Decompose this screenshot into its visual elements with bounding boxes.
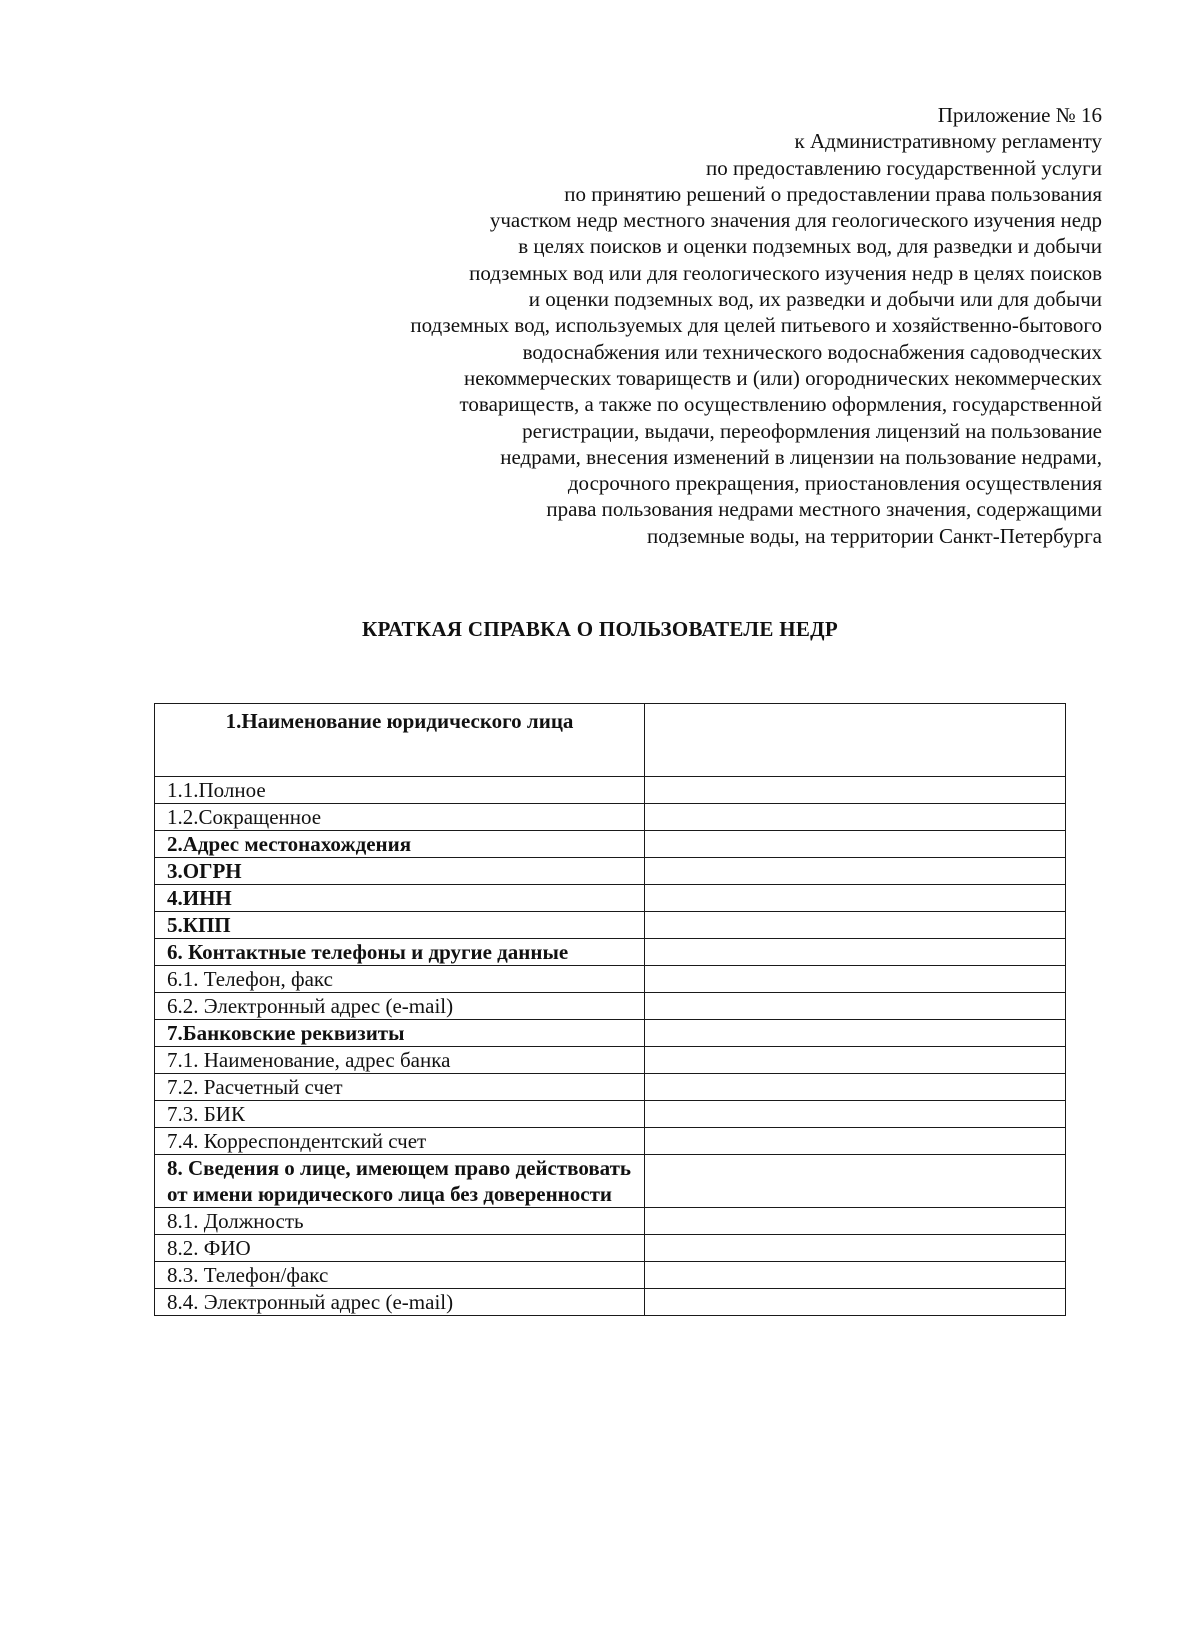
header-line: регистрации, выдачи, переоформления лицензий на пользование	[522, 418, 1102, 443]
field-value[interactable]	[645, 885, 1066, 912]
field-value[interactable]	[645, 777, 1066, 804]
field-value[interactable]	[645, 912, 1066, 939]
table-row	[155, 1074, 1066, 1101]
field-label: 8. Сведения о лице, имеющем право действовать от имени юридического лица без доверенности	[155, 1155, 645, 1208]
header-line: по принятию решений о предоставлении права пользования	[564, 181, 1102, 206]
field-label: 1.Наименование юридического лица	[155, 704, 645, 777]
table-row	[155, 966, 1066, 993]
field-label: 4.ИНН	[155, 885, 645, 912]
field-value[interactable]	[645, 1047, 1066, 1074]
field-label: 1.2.Сокращенное	[155, 804, 645, 831]
header-line: подземные воды, на территории Санкт-Петербурга	[647, 523, 1102, 548]
field-value[interactable]	[645, 939, 1066, 966]
table-row	[155, 1020, 1066, 1047]
field-label: 8.4. Электронный адрес (e-mail)	[155, 1289, 645, 1316]
table-row	[155, 885, 1066, 912]
field-value[interactable]	[645, 858, 1066, 885]
table-row	[155, 858, 1066, 885]
field-label: 6.1. Телефон, факс	[155, 966, 645, 993]
header-line: недрами, внесения изменений в лицензии на пользование недрами,	[500, 444, 1102, 469]
field-label: 8.3. Телефон/факс	[155, 1262, 645, 1289]
header-line: досрочного прекращения, приостановления осуществления	[567, 471, 1102, 496]
field-value[interactable]	[645, 1128, 1066, 1155]
header-line: водоснабжения или технического водоснабжения садоводческих	[522, 339, 1102, 364]
header-line: к Административному регламенту	[794, 129, 1102, 154]
header-line: Приложение № 16	[937, 103, 1102, 127]
table-row	[155, 1101, 1066, 1128]
field-label: 5.КПП	[155, 912, 645, 939]
field-label: 2.Адрес местонахождения	[155, 831, 645, 858]
header-line: подземных вод или для геологического изучения недр в целях поисков	[469, 260, 1102, 285]
header-line: некоммерческих товариществ и (или) огороднических некоммерческих	[464, 365, 1102, 390]
field-value[interactable]	[645, 831, 1066, 858]
appendix-header	[202, 102, 1102, 549]
field-label: 7.4. Корреспондентский счет	[155, 1128, 645, 1155]
field-value[interactable]	[645, 1235, 1066, 1262]
header-line: права пользования недрами местного значения, содержащими	[546, 497, 1102, 522]
field-label: 7.2. Расчетный счет	[155, 1074, 645, 1101]
table-row	[155, 1155, 1066, 1208]
header-line: по предоставлению государственной услуги	[706, 155, 1102, 180]
header-line: товариществ, а также по осуществлению оформления, государственной	[459, 392, 1102, 417]
subsoil-user-info-table	[154, 703, 1066, 1316]
table-row	[155, 1047, 1066, 1074]
table-row	[155, 912, 1066, 939]
field-label: 8.1. Должность	[155, 1208, 645, 1235]
field-value[interactable]	[645, 1155, 1066, 1208]
table-row	[155, 993, 1066, 1020]
field-label: 8.2. ФИО	[155, 1235, 645, 1262]
field-value[interactable]	[645, 804, 1066, 831]
table-row	[155, 1128, 1066, 1155]
field-value[interactable]	[645, 1208, 1066, 1235]
document-title: КРАТКАЯ СПРАВКА О ПОЛЬЗОВАТЕЛЕ НЕДР	[361, 617, 839, 641]
header-line: подземных вод, используемых для целей питьевого и хозяйственно-бытового	[410, 313, 1102, 338]
table-row	[155, 1262, 1066, 1289]
field-value[interactable]	[645, 704, 1066, 777]
field-value[interactable]	[645, 1262, 1066, 1289]
field-label: 1.1.Полное	[155, 777, 645, 804]
header-line: и оценки подземных вод, их разведки и добычи или для добычи	[528, 287, 1102, 312]
header-line: участком недр местного значения для геологического изучения недр	[489, 208, 1102, 233]
header-line: в целях поисков и оценки подземных вод, для разведки и добычи	[518, 234, 1102, 259]
field-value[interactable]	[645, 1074, 1066, 1101]
table-row	[155, 1208, 1066, 1235]
field-value[interactable]	[645, 1101, 1066, 1128]
table-row	[155, 804, 1066, 831]
table-row	[155, 704, 1066, 777]
table-row	[155, 777, 1066, 804]
table-row	[155, 1235, 1066, 1262]
table-row	[155, 831, 1066, 858]
field-label: 7.Банковские реквизиты	[155, 1020, 645, 1047]
field-value[interactable]	[645, 966, 1066, 993]
field-value[interactable]	[645, 993, 1066, 1020]
field-value[interactable]	[645, 1020, 1066, 1047]
table-row	[155, 1289, 1066, 1316]
field-label: 3.ОГРН	[155, 858, 645, 885]
table-row	[155, 939, 1066, 966]
field-label: 7.3. БИК	[155, 1101, 645, 1128]
field-label: 7.1. Наименование, адрес банка	[155, 1047, 645, 1074]
field-label: 6.2. Электронный адрес (e-mail)	[155, 993, 645, 1020]
field-value[interactable]	[645, 1289, 1066, 1316]
field-label: 6. Контактные телефоны и другие данные	[155, 939, 645, 966]
